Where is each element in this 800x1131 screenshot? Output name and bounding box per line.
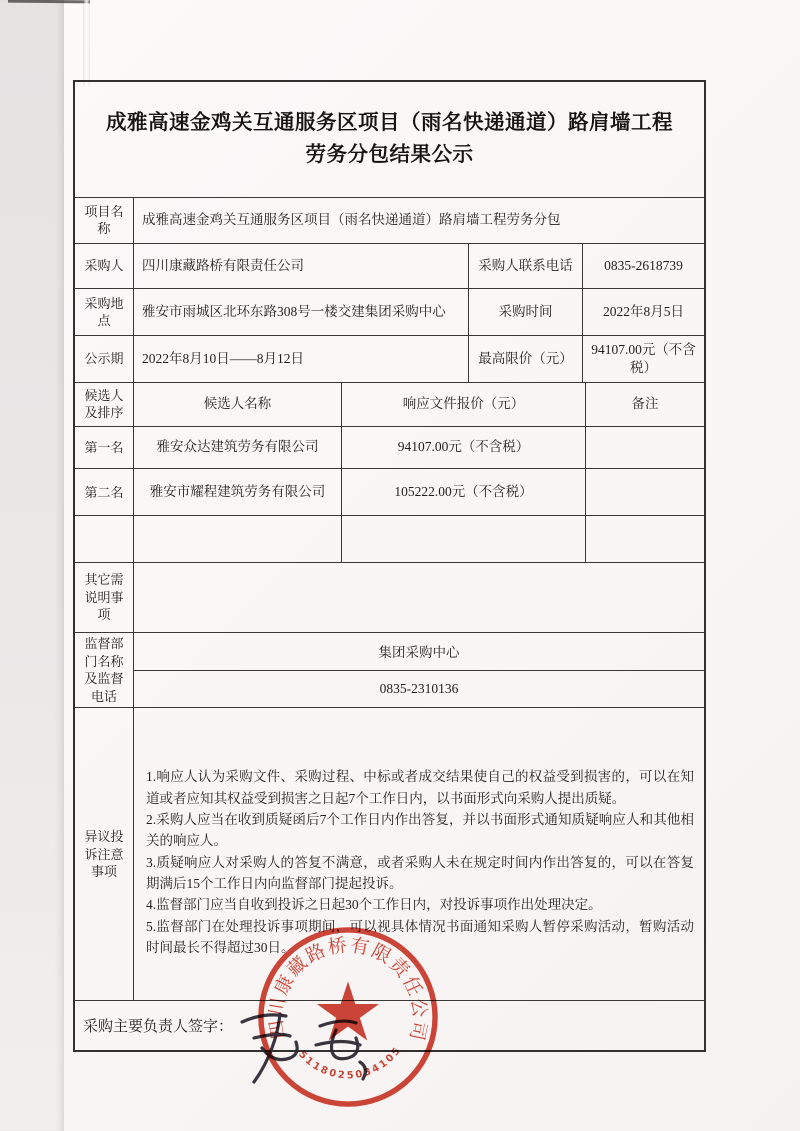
candidates-header-label: 候选人及排序 <box>84 387 124 421</box>
candidate-row-empty <box>75 515 704 562</box>
supervision-row <box>75 632 704 708</box>
signature-label: 采购主要负责人签字： <box>83 1019 234 1036</box>
candidate-remark <box>585 516 704 562</box>
seal-number-text: 5118025034105 <box>296 1044 405 1082</box>
objection-item: 2.采购人应当在收到质疑函后7个工作日内作出答复，并以书面形式通知质疑响应人和其他相关的响应人。 <box>146 812 694 849</box>
location-label: 采购地点 <box>84 295 124 329</box>
objection-label: 异议投诉注意事项 <box>84 829 124 880</box>
objection-item: 1.响应人认为采购文件、采购过程、中标或者成交结果使自己的权益受到损害的，可以在知道或者应知其权益受到损害之日起7个工作日内，以书面形式向采购人提出质疑。 <box>146 769 694 806</box>
objection-item: 4.监督部门应当自收到投诉之日起30个工作日内，对投诉事项作出处理决定。 <box>146 897 602 913</box>
purchaser-value: 四川康藏路桥有限责任公司 <box>133 244 468 288</box>
candidate-name: 雅安市耀程建筑劳务有限公司 <box>133 469 341 515</box>
seal-company-text: 四川康藏路桥有限责任公司 <box>266 935 430 1044</box>
candidate-row-2 <box>75 468 704 515</box>
supervision-label: 监督部门名称及监督电话 <box>84 636 124 704</box>
candidate-offer <box>341 516 585 562</box>
candidate-name: 雅安众达建筑劳务有限公司 <box>133 427 341 469</box>
objection-item: 3.质疑响应人对采购人的答复不满意，或者采购人未在规定时间内作出答复的，可以在答复期满后15个工作日内向监督部门提起投诉。 <box>146 854 694 892</box>
other-notes-label: 其它需说明事项 <box>84 572 124 623</box>
objection-row <box>75 707 704 1000</box>
publicity-value: 2022年8月10日——8月12日 <box>133 336 468 382</box>
candidate-rank: 第二名 <box>84 484 124 500</box>
announcement-table <box>73 80 706 1052</box>
purchaser-phone-value: 0835-2618739 <box>582 244 704 288</box>
publicity-label: 公示期 <box>84 351 124 367</box>
page-title: 成雅高速金鸡关互通服务区项目（雨名快递通道）路肩墙工程劳务分包结果公示 <box>106 111 673 167</box>
supervision-department: 集团采购中心 <box>378 645 460 661</box>
candidates-header-row <box>75 382 704 426</box>
project-name-row <box>75 197 704 244</box>
scan-left-edge <box>0 0 64 1131</box>
objection-content <box>133 708 704 1000</box>
purchaser-phone-label: 采购人联系电话 <box>468 244 582 288</box>
paper-crease <box>83 0 90 86</box>
candidate-row-1 <box>75 426 704 469</box>
candidate-rank <box>75 516 133 562</box>
location-value: 雅安市雨城区北环东路308号一楼交建集团采购中心 <box>133 289 468 335</box>
purchase-time-label: 采购时间 <box>468 289 582 335</box>
project-name-value: 成雅高速金鸡关互通服务区项目（雨名快递通道）路肩墙工程劳务分包 <box>133 198 704 244</box>
purchase-time-value: 2022年8月5日 <box>582 289 704 335</box>
objection-item: 5.监督部门在处理投诉事项期间，可以视具体情况书面通知采购人暂停采购活动，暂购活动时间最长不得超过30日。 <box>146 918 694 956</box>
publicity-row <box>75 335 704 382</box>
candidate-remark <box>585 427 704 469</box>
purchaser-row <box>75 243 704 288</box>
title-row <box>75 82 704 197</box>
candidate-offer: 105222.00元（不含税） <box>341 469 585 515</box>
other-notes-value <box>133 563 704 632</box>
candidate-offer: 94107.00元（不含税） <box>341 427 585 469</box>
candidate-remark <box>585 469 704 515</box>
location-row <box>75 288 704 335</box>
other-notes-row <box>75 562 704 632</box>
candidate-name-header: 候选人名称 <box>133 383 341 426</box>
signature-row <box>75 1000 704 1050</box>
candidate-offer-header: 响应文件报价（元） <box>341 383 585 426</box>
max-price-label: 最高限价（元） <box>468 336 582 382</box>
candidate-rank: 第一名 <box>84 439 124 455</box>
candidate-remark-header: 备注 <box>585 383 704 426</box>
supervision-phone: 0835-2310136 <box>134 670 704 708</box>
purchaser-label: 采购人 <box>84 258 124 274</box>
candidate-name <box>133 516 341 562</box>
project-name-label: 项目名称 <box>84 203 124 237</box>
max-price-value: 94107.00元（不含税） <box>582 336 704 382</box>
